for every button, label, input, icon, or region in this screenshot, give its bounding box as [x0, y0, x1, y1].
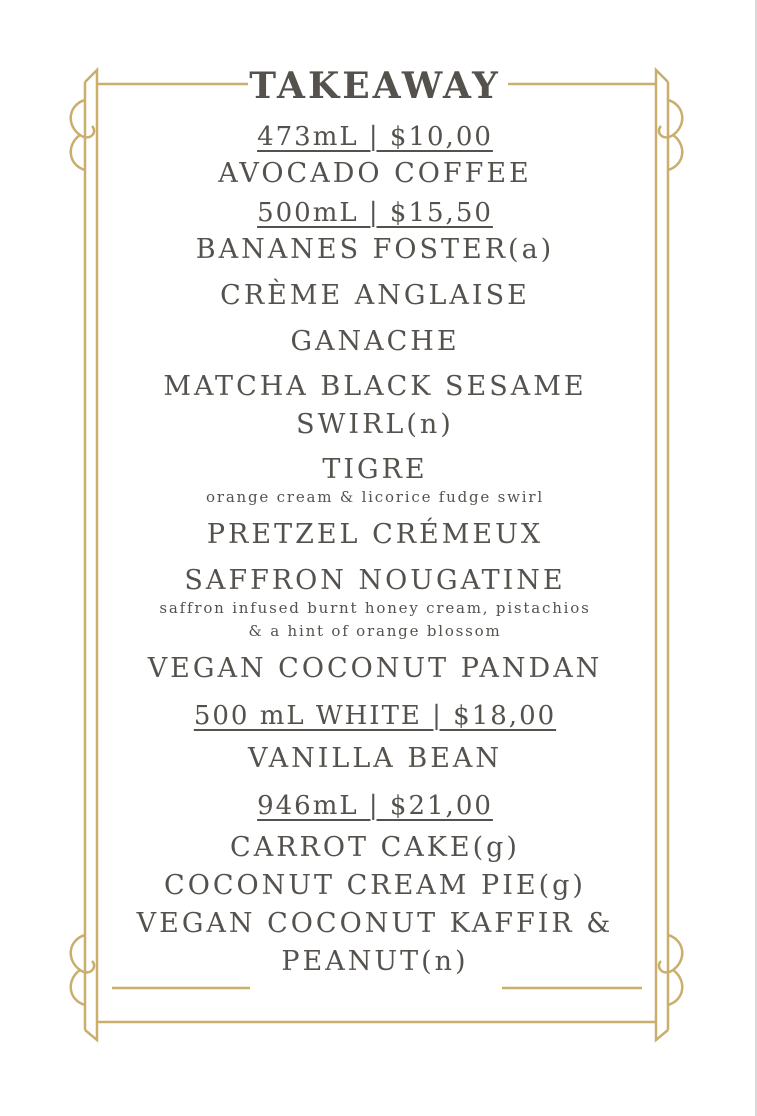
scroll-top-right-b	[668, 135, 682, 170]
scroll-bottom-left-a	[71, 935, 94, 972]
size-section	[110, 120, 640, 194]
size-section	[110, 699, 640, 779]
corner-top-left-point	[85, 70, 97, 97]
menu-item-description: orange cream & licorice fudge swirl	[206, 488, 544, 506]
menu-item: CRÈME ANGLAISE	[220, 280, 530, 311]
menu-item: VEGAN COCONUT PANDAN	[147, 653, 603, 684]
menu-item: MATCHA BLACK SESAME	[163, 371, 587, 402]
menu-item-description: saffron infused burnt honey cream, pistachios	[159, 599, 591, 617]
size-section	[110, 196, 640, 689]
scroll-bottom-right-b	[668, 970, 682, 1005]
size-price-heading: 500mL | $15,50	[257, 198, 493, 228]
menu-item: VANILLA BEAN	[247, 743, 503, 774]
menu-item: BANANES FOSTER(a)	[195, 234, 555, 265]
menu-item: TIGRE	[322, 454, 428, 485]
menu-item: SAFFRON NOUGATINE	[184, 565, 566, 596]
scroll-top-left-a	[71, 100, 94, 137]
corner-bottom-left-point	[85, 1022, 97, 1040]
menu-item: GANACHE	[290, 326, 460, 357]
scroll-bottom-left-b	[71, 970, 85, 1005]
page-title: TAKEAWAY	[249, 65, 501, 107]
menu-item-description-continued: & a hint of orange blossom	[248, 622, 502, 640]
menu-item-continued: SWIRL(n)	[296, 409, 454, 440]
menu-item: VEGAN COCONUT KAFFIR &	[136, 908, 614, 939]
menu-item: AVOCADO COFFEE	[218, 158, 532, 189]
size-price-heading: 473mL | $10,00	[257, 122, 493, 152]
menu-item: PRETZEL CRÉMEUX	[206, 519, 544, 550]
size-price-heading: 946mL | $21,00	[257, 791, 493, 821]
menu-content	[110, 60, 640, 981]
menu-item: CARROT CAKE(g)	[230, 832, 520, 863]
scroll-bottom-right-a	[659, 935, 682, 972]
scroll-top-left-b	[71, 135, 85, 170]
corner-top-right-point	[656, 70, 668, 97]
scroll-top-right-a	[659, 100, 682, 137]
size-price-heading: 500 mL WHITE | $18,00	[193, 701, 557, 731]
menu-item-continued: PEANUT(n)	[281, 946, 469, 977]
menu-item: COCONUT CREAM PIE(g)	[164, 870, 586, 901]
size-section	[110, 789, 640, 981]
corner-bottom-right-point	[656, 1022, 668, 1040]
